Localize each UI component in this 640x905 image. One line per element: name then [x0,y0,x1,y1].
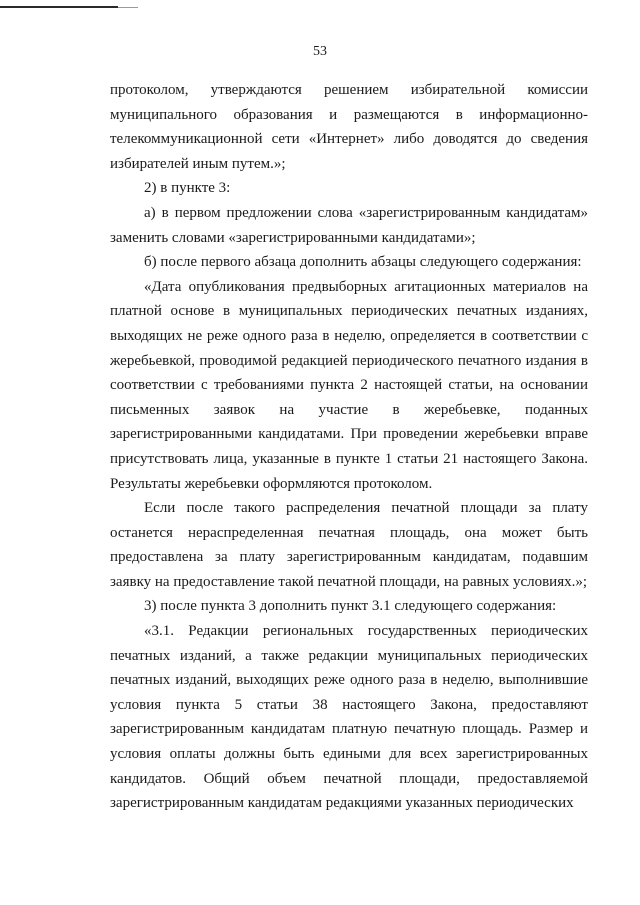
paragraph-item-3: 3) после пункта 3 дополнить пункт 3.1 следующего содержания: [144,598,557,615]
paragraph-continuation: протоколом, утверждаются решением избирательной комиссии муниципального образования и размещаются в информационно-телекоммуникационной сети «Интернет» либо доводятся до сведения избирателей иным путем.»; [110,82,588,172]
paragraph-quote-3-1: «3.1. Редакции региональных государственных периодических печатных изданий, а также редакции муниципальных периодических печатных изданий, выходящих реже одного раза в неделю, выполнившие условия пункта 5 статьи 38 настоящего Закона, предоставляют зарегистрированным кандидатам платную печатную площадь. Размер и условия оплаты должны быть едиными для всех зарегистрированных кандидатов. Общий объем печатной площади, предоставляемой зарегистрированным кандидатам редакциями указанных периодических [110,623,588,812]
paragraph-item-2: 2) в пункте 3: [144,180,231,197]
scan-edge-line-faint [118,7,138,8]
page-number: 53 [313,44,327,59]
paragraph-quote-date: «Дата опубликования предвыборных агитационных материалов на платной основе в муниципальных периодических печатных изданиях, выходящих не реже одного раза в неделю, определяется в соответствии с жеребьевкой, проводимой редакцией периодического печатного издания в соответствии с требованиями пункта 2 настоящей статьи, на основании письменных заявок на участие в жеребьевке, поданных зарегистрированными кандидатами. При проведении жеребьевки вправе присутствовать лица, указанные в пункте 1 статьи 21 настоящего Закона. Результаты жеребьевки оформляются протоколом. [110,278,588,492]
scan-edge-line [0,6,118,8]
paragraph-quote-remaining-space: Если после такого распределения печатной площади за плату останется нераспределенная печатная площадь, она может быть предоставлена за плату зарегистрированным кандидатам, подавшим заявку на предоставление такой печатной площади, на равных условиях.»; [110,500,588,590]
paragraph-item-2b: б) после первого абзаца дополнить абзацы следующего содержания: [144,254,582,271]
document-body [110,78,588,816]
paragraph-item-2a: а) в первом предложении слова «зарегистрированным кандидатам» заменить словами «зарегистрированными кандидатами»; [110,204,588,246]
